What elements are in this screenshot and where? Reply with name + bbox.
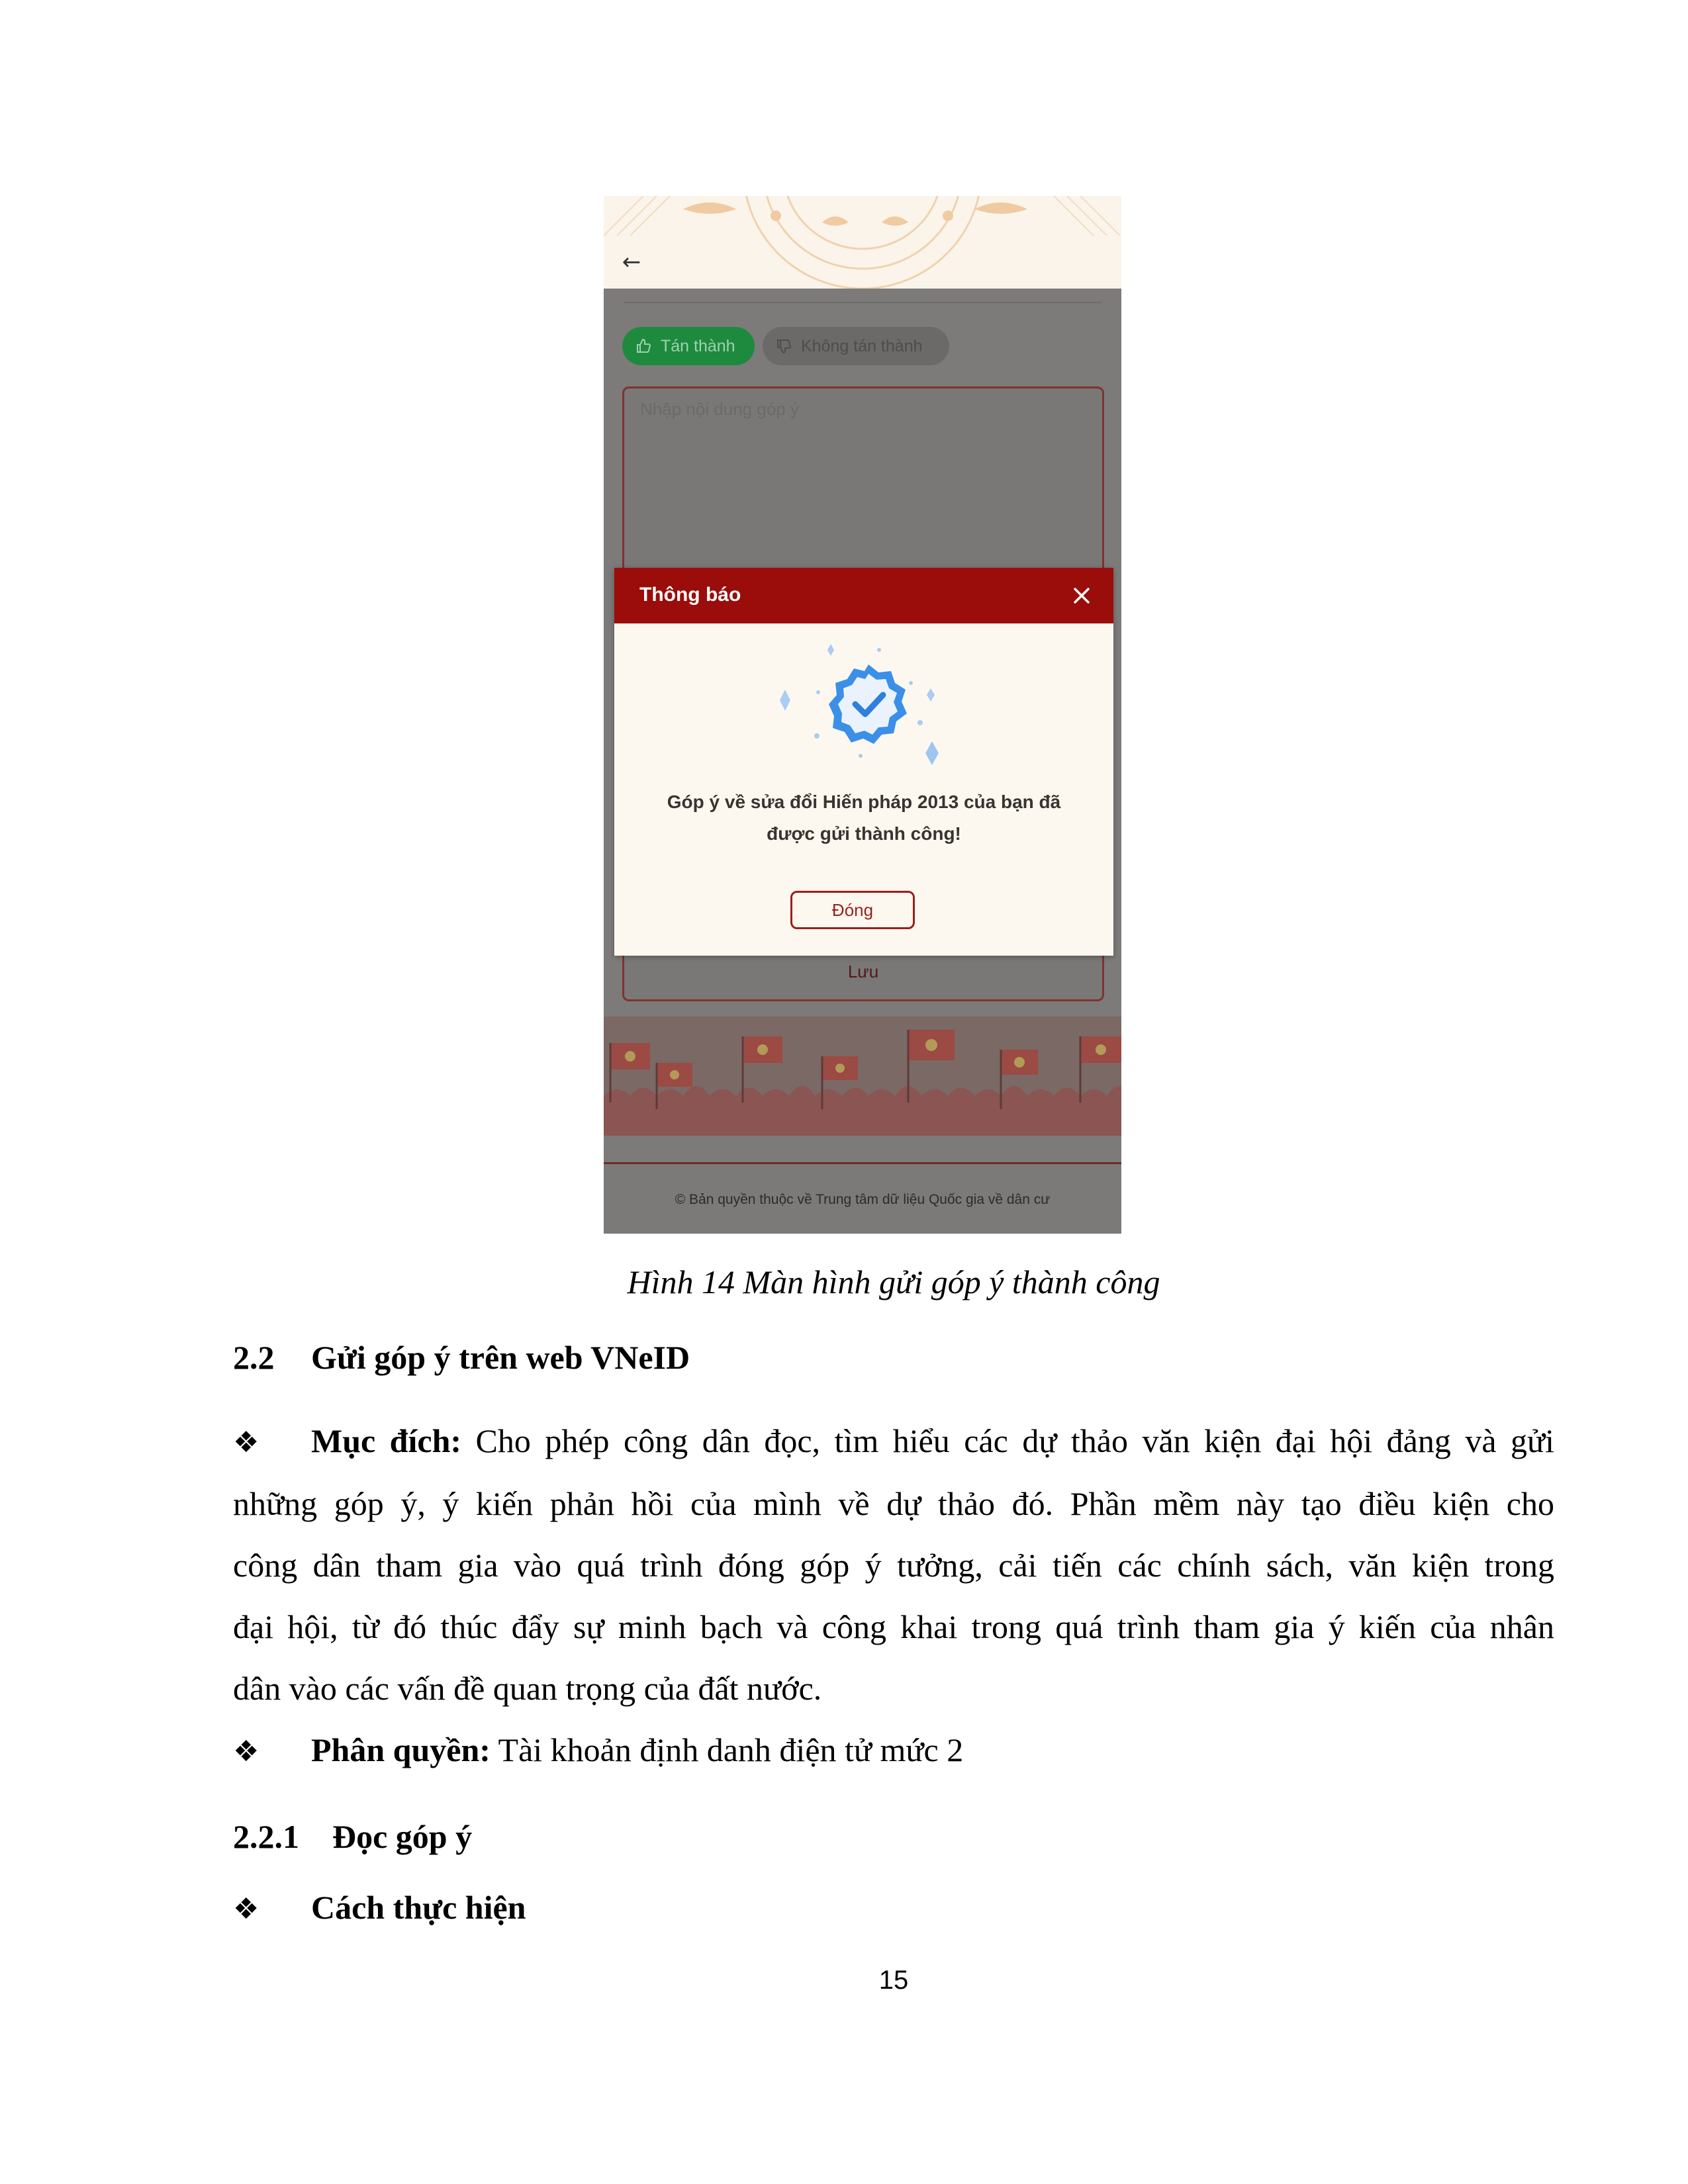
purpose-paragraph [233, 1410, 1554, 1719]
purpose-label: Mục đích: [311, 1422, 462, 1459]
diamond-bullet-icon: ❖ [233, 1892, 259, 1926]
section-title: Gửi góp ý trên web VNeID [311, 1339, 690, 1376]
how-to-paragraph [233, 1877, 1554, 1940]
section-heading-2-2 [233, 1338, 690, 1377]
notification-modal [614, 568, 1113, 956]
agree-tab[interactable] [622, 327, 755, 365]
verified-badge-icon [761, 637, 966, 769]
disagree-tab[interactable] [763, 327, 949, 365]
diamond-bullet-icon: ❖ [233, 1426, 259, 1459]
textarea-placeholder: Nhập nội dung góp ý [640, 399, 799, 419]
thumbs-down-icon [774, 336, 794, 356]
decorative-header-banner [604, 196, 1121, 289]
section-heading-2-2-1 [233, 1817, 472, 1856]
section-title: Đọc góp ý [332, 1818, 473, 1855]
modal-message-line1: Góp ý về sửa đổi Hiến pháp 2013 của bạn đã [667, 792, 1061, 812]
close-button[interactable]: Đóng [790, 891, 915, 929]
agree-tab-label: Tán thành [661, 336, 735, 355]
purpose-line: những góp ý, ý kiến phản hồi của mình về dự thảo đó. Phần mềm này tạo điều kiện cho [233, 1485, 1554, 1522]
how-to-label: Cách thực hiện [311, 1889, 526, 1926]
purpose-line: công dân tham gia vào quá trình đóng góp ý tưởng, cải tiến các chính sách, văn kiện trong [233, 1547, 1554, 1584]
section-number: 2.2.1 [233, 1818, 299, 1855]
figure-caption: Hình 14 Màn hình gửi góp ý thành công [627, 1263, 1160, 1300]
modal-message [641, 786, 1087, 850]
back-arrow-icon[interactable]: ← [622, 249, 641, 275]
crowd-flags-illustration [604, 1017, 1121, 1136]
save-button[interactable]: Lưu [622, 944, 1104, 1001]
close-icon[interactable] [1070, 584, 1094, 608]
purpose-line: Cho phép công dân đọc, tìm hiểu các dự thảo văn kiện đại hội đảng và gửi [461, 1422, 1554, 1459]
thumbs-up-icon [634, 336, 654, 356]
modal-message-line2: được gửi thành công! [767, 823, 961, 844]
app-screenshot [604, 196, 1121, 1234]
modal-header [614, 568, 1113, 623]
copyright-footer: © Bản quyền thuộc về Trung tâm dữ liệu Quốc gia về dân cư [604, 1162, 1121, 1234]
diamond-bullet-icon: ❖ [233, 1735, 259, 1768]
permission-label: Phân quyền: [311, 1731, 491, 1768]
disagree-tab-label: Không tán thành [801, 336, 923, 355]
divider [624, 302, 1102, 303]
page-number: 15 [878, 1966, 909, 1995]
purpose-line: dân vào các vấn đề quan trọng của đất nước. [233, 1670, 822, 1707]
purpose-line: đại hội, từ đó thúc đẩy sự minh bạch và công khai trong quá trình tham gia ý kiến của nhân [233, 1608, 1554, 1645]
permission-text: Tài khoản định danh điện tử mức 2 [490, 1731, 964, 1768]
modal-title: Thông báo [639, 584, 741, 606]
permission-paragraph [233, 1719, 1554, 1782]
section-number: 2.2 [233, 1339, 275, 1376]
